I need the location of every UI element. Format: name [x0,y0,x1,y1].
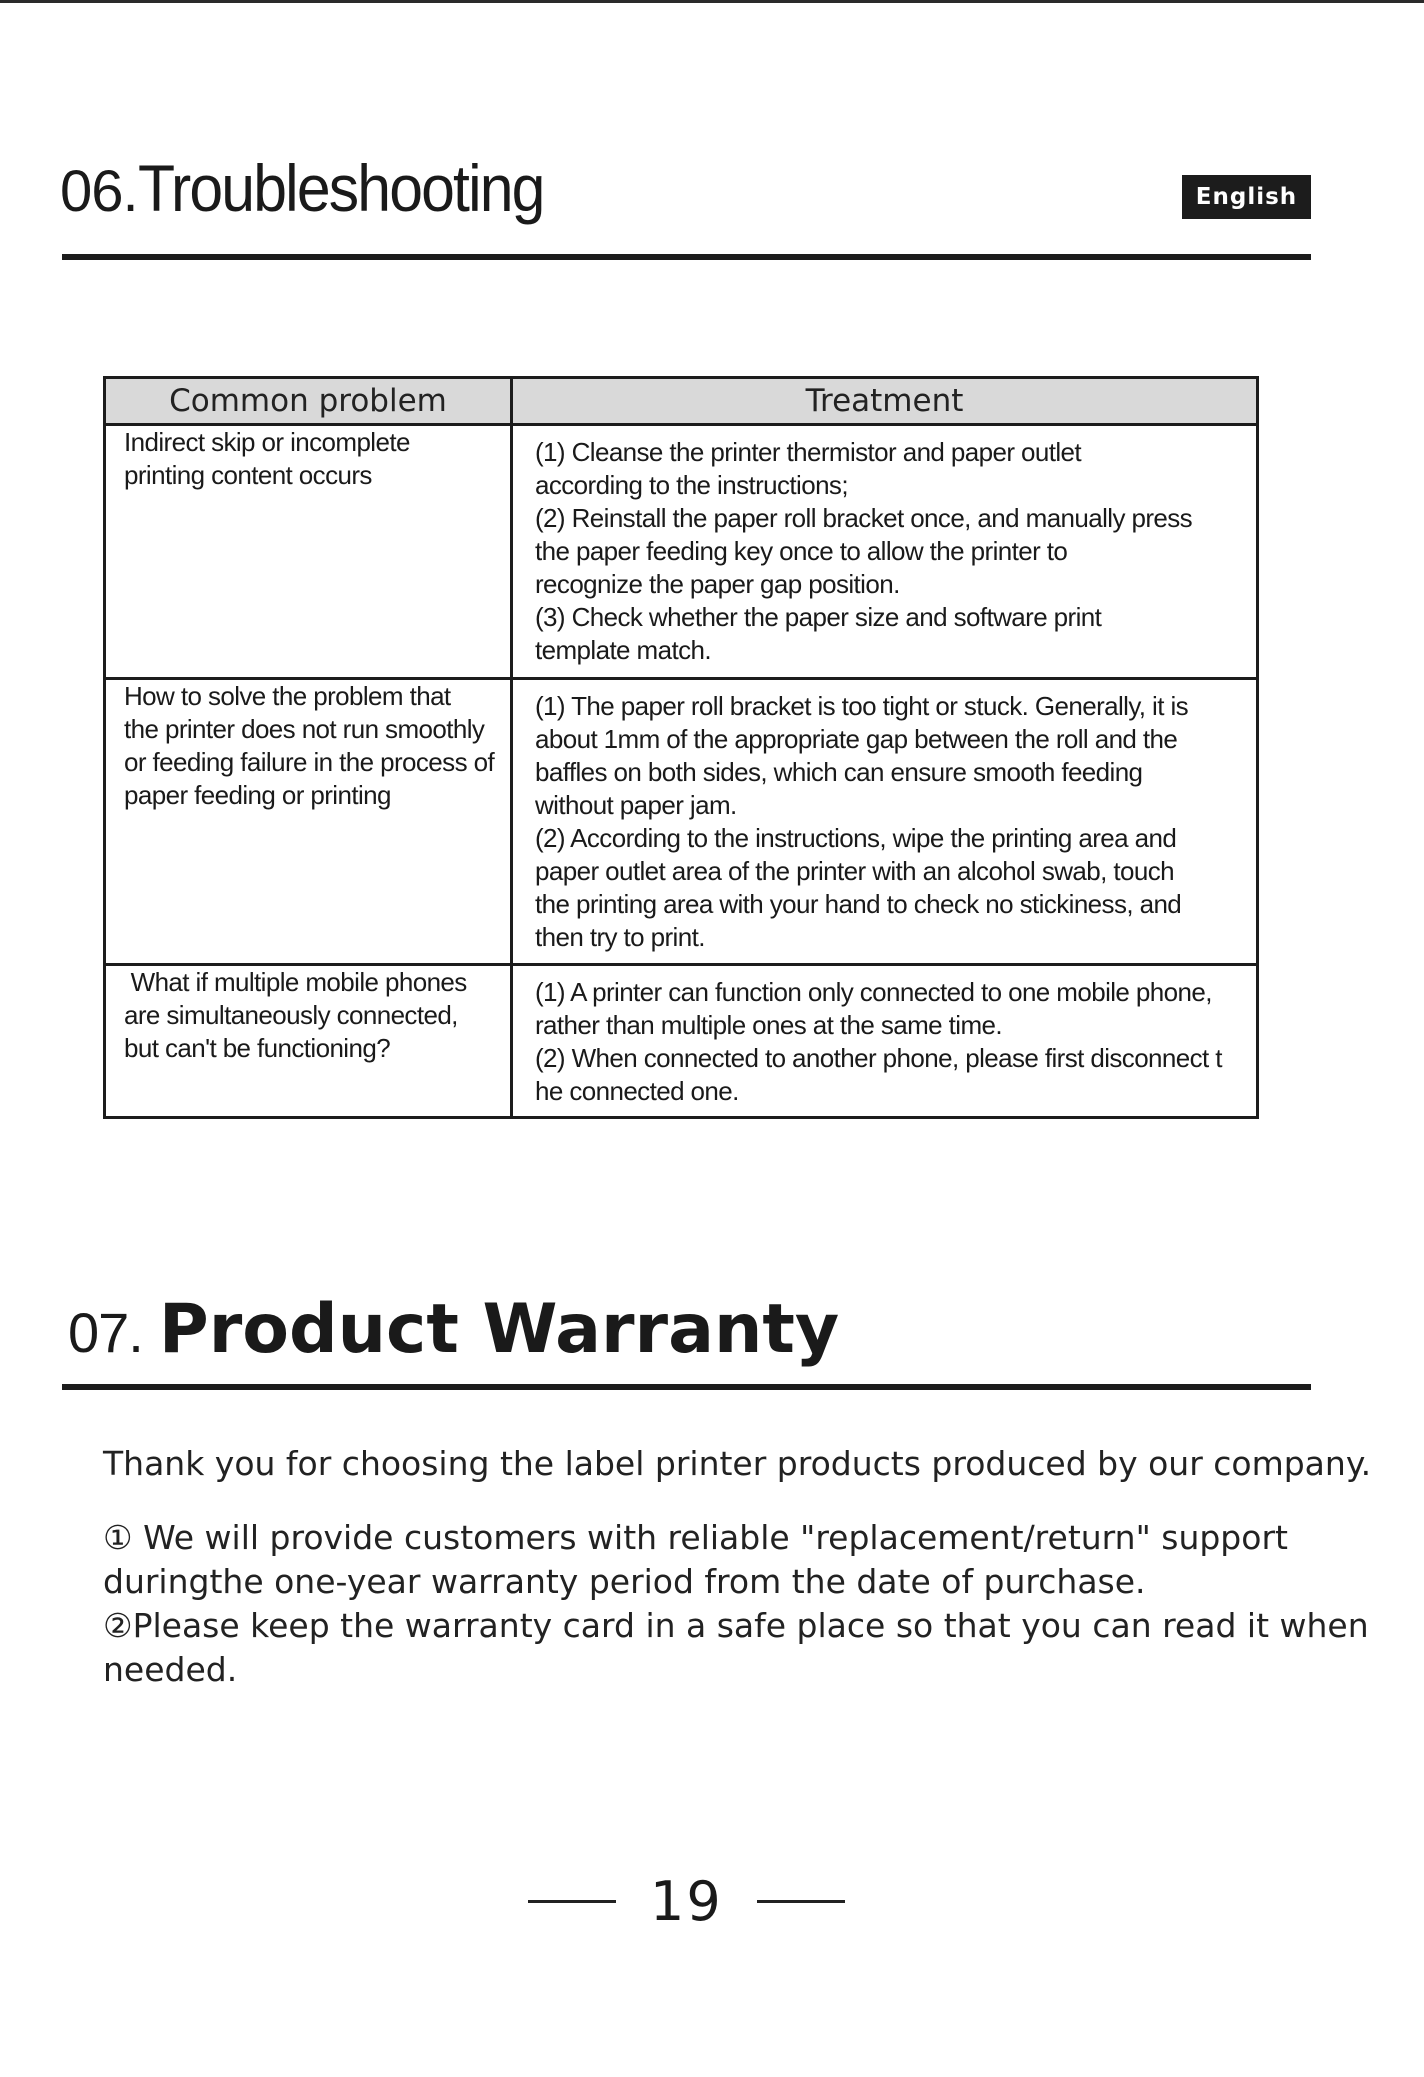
page-dash-left [528,1900,616,1903]
problem-line: What if multiple mobile phones [124,967,467,997]
treatment-line: template match. [535,635,711,665]
problem-line: the printer does not run smoothly [124,714,485,744]
treatment-line: (2) According to the instructions, wipe the printing area and [535,823,1177,853]
treatment-line: paper outlet area of the printer with an alcohol swab, touch [535,856,1174,886]
problem-line: but can't be functioning? [124,1033,391,1063]
problem-line: Indirect skip or incomplete [124,427,410,457]
section-07-heading [68,1290,839,1369]
treatment-line: without paper jam. [535,790,737,820]
warranty-line: needed. [103,1650,238,1689]
treatment-line: about 1mm of the appropriate gap between the roll and the [535,724,1178,754]
treatment-cell [512,425,1258,679]
treatment-line: baffles on both sides, which can ensure smooth feeding [535,757,1143,787]
treatment-line: recognize the paper gap position. [535,569,900,599]
table-row [105,425,1258,679]
top-border [0,0,1424,3]
problem-cell [105,425,512,679]
treatment-line: the paper feeding key once to allow the printer to [535,536,1068,566]
column-header-treatment: Treatment [512,378,1258,425]
page-dash-right [757,1900,845,1903]
warranty-intro: Thank you for choosing the label printer products produced by our company. [103,1444,1372,1483]
troubleshooting-table [103,376,1259,1119]
treatment-cell [512,679,1258,965]
problem-line: paper feeding or printing [124,780,391,810]
treatment-line: then try to print. [535,922,705,952]
treatment-line: according to the instructions; [535,470,848,500]
table-row [105,679,1258,965]
treatment-line: (1) A printer can function only connected to one mobile phone, [535,977,1212,1007]
treatment-line: (1) Cleanse the printer thermistor and paper outlet [535,437,1082,467]
treatment-line: (2) When connected to another phone, please first disconnect t [535,1043,1222,1073]
treatment-line: the printing area with your hand to check no stickiness, and [535,889,1182,919]
warranty-items [103,1516,1369,1692]
problem-line: printing content occurs [124,460,372,490]
section-06-number: 06. [60,159,138,224]
table-row [105,965,1258,1118]
page-number: 19 [650,1870,723,1933]
problem-cell [105,965,512,1118]
warranty-line: duringthe one-year warranty period from the date of purchase. [103,1562,1146,1601]
warranty-line: ① We will provide customers with reliable "replacement/return" support [103,1518,1288,1557]
problem-line: are simultaneously connected, [124,1000,458,1030]
section-07-rule [62,1384,1311,1390]
problem-line: How to solve the problem that [124,681,451,711]
problem-cell [105,679,512,965]
treatment-line: (2) Reinstall the paper roll bracket once, and manually press [535,503,1193,533]
treatment-cell [512,965,1258,1118]
section-07-title: Product Warranty [158,1290,840,1369]
page-footer [528,1870,845,1933]
section-06-rule [62,254,1311,260]
section-06-title: Troubleshooting [137,151,544,225]
section-07-number: 07. [68,1301,143,1364]
language-badge: English [1182,175,1311,219]
treatment-line: (3) Check whether the paper size and software print [535,602,1102,632]
treatment-line: he connected one. [535,1076,739,1106]
treatment-line: rather than multiple ones at the same time. [535,1010,1003,1040]
table-header-row [105,378,1258,425]
treatment-line: (1) The paper roll bracket is too tight or stuck. Generally, it is [535,691,1189,721]
problem-line: or feeding failure in the process of [124,747,495,777]
section-06-heading [60,150,579,226]
column-header-problem: Common problem [105,378,512,425]
warranty-line: ②Please keep the warranty card in a safe place so that you can read it when [103,1606,1369,1645]
